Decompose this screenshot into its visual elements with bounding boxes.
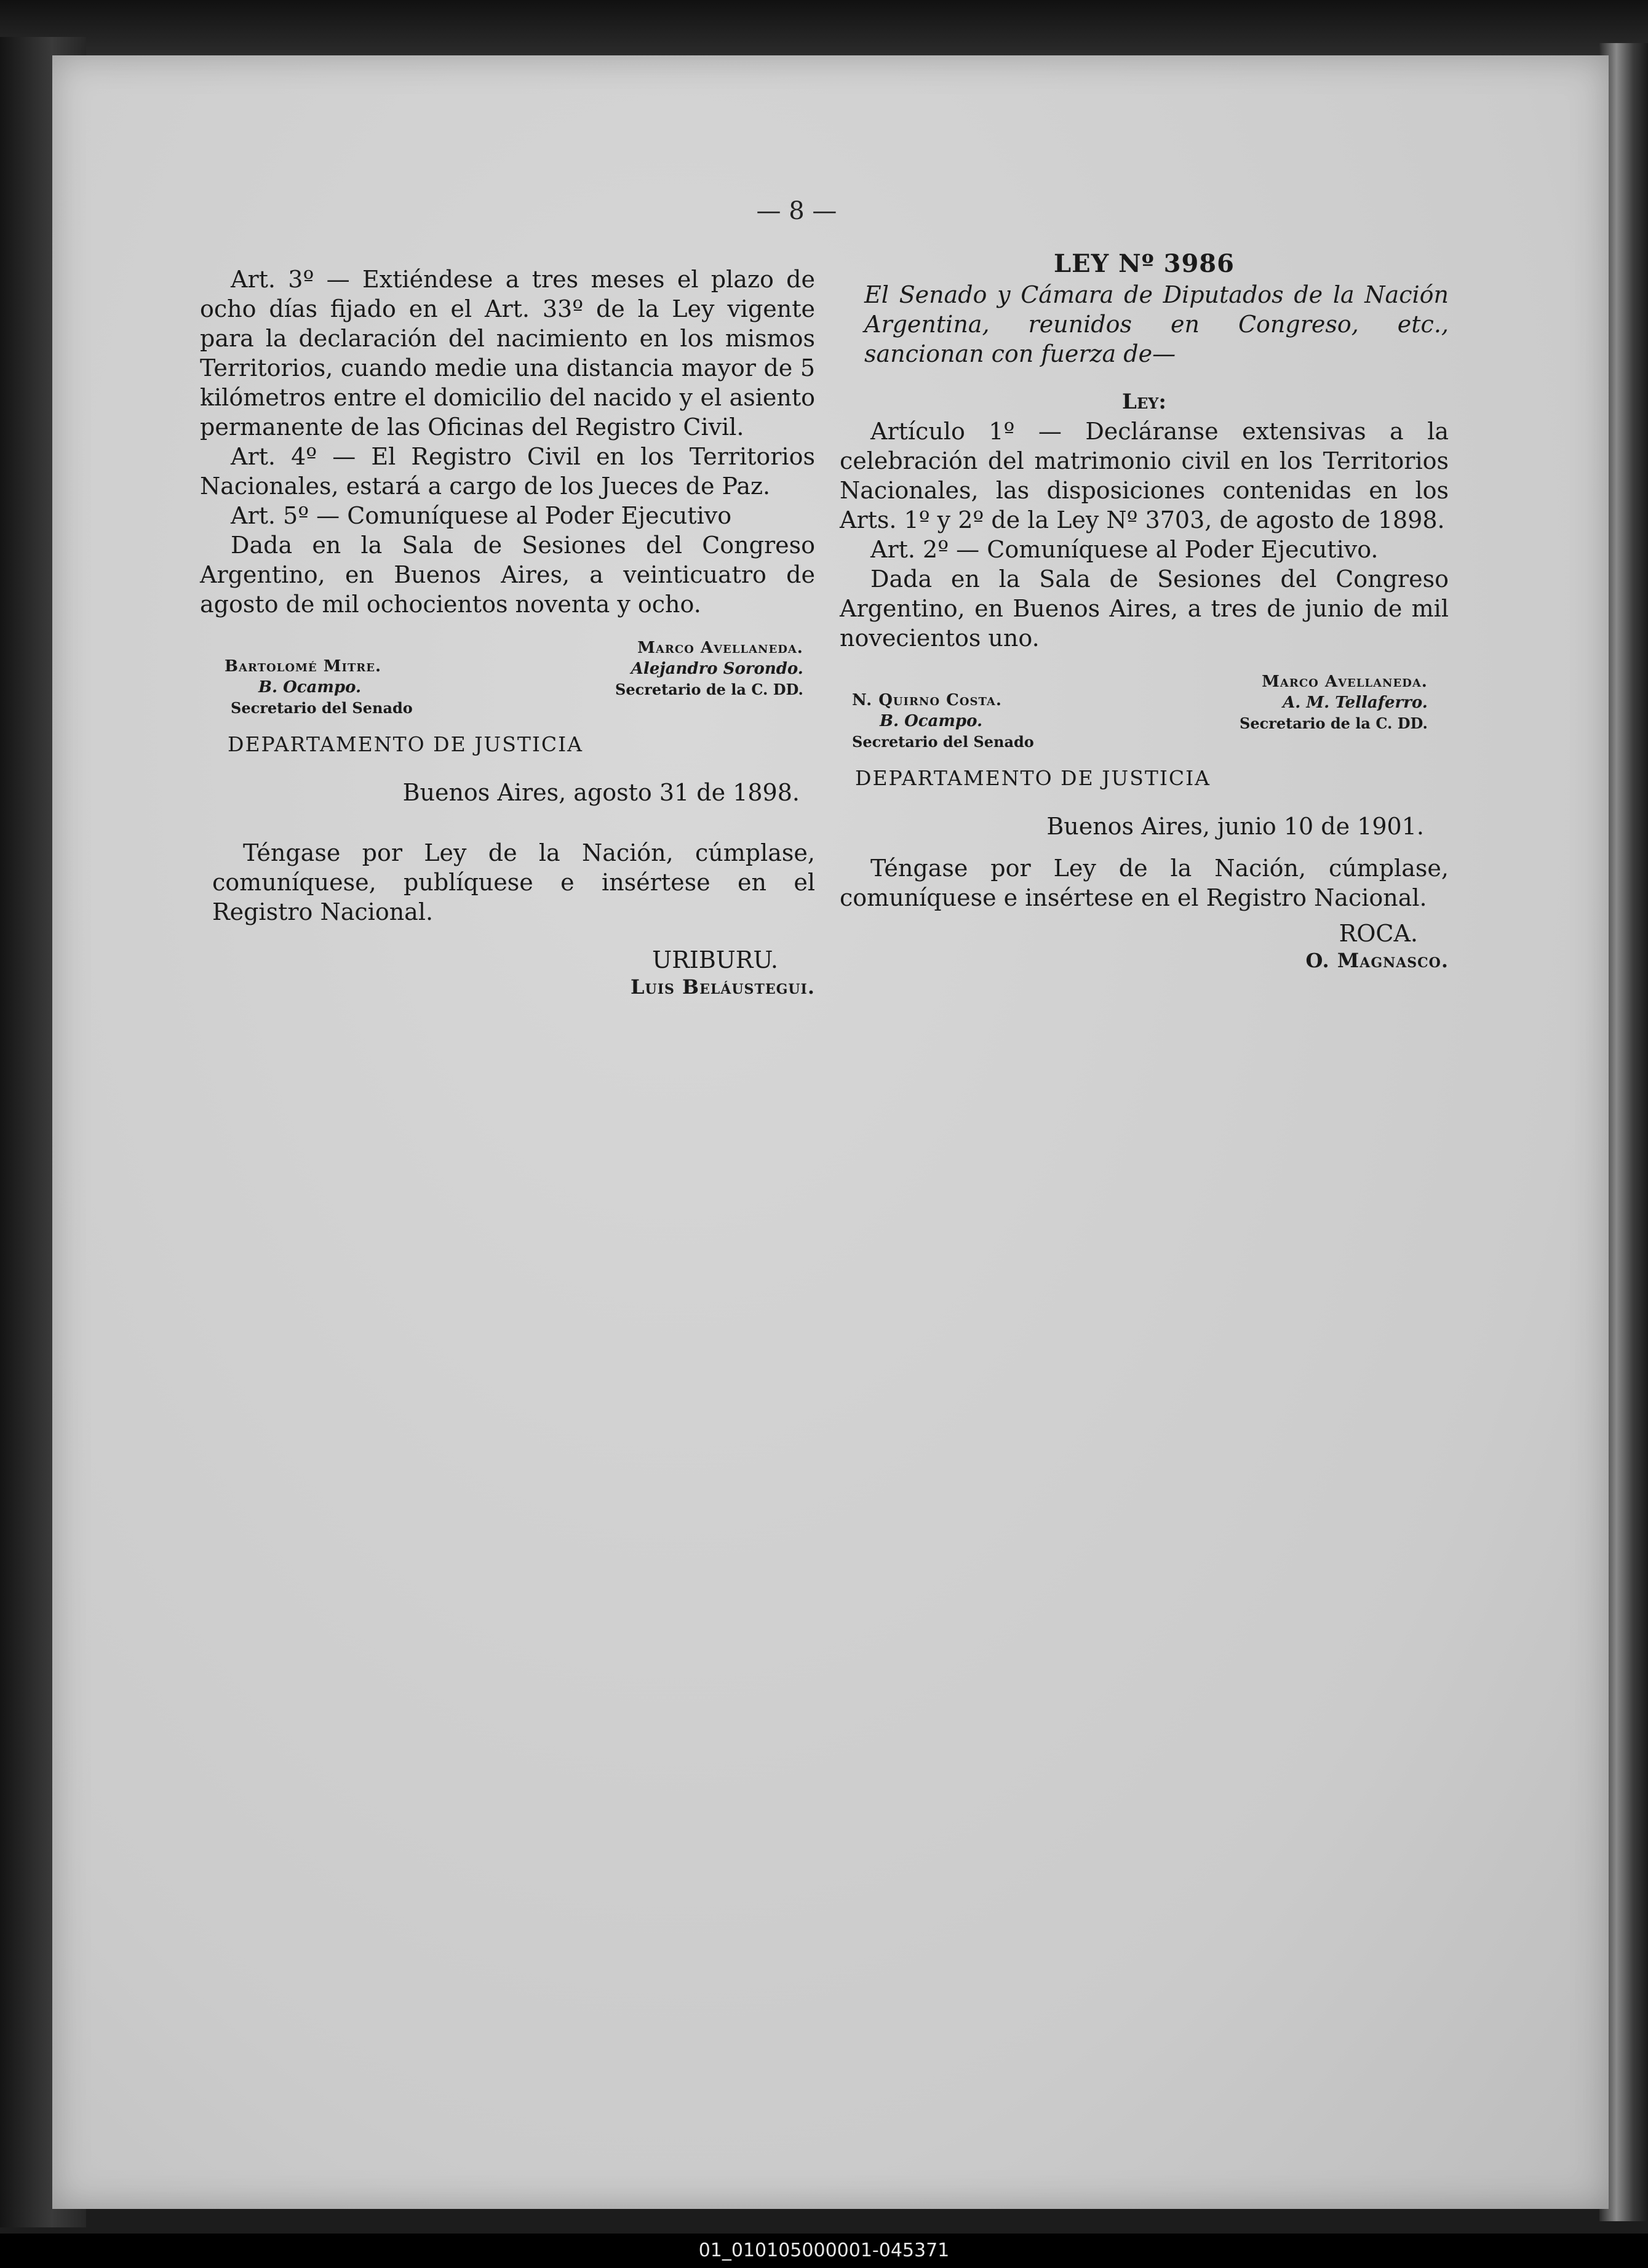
- signer-name: Bartolomé Mitre.: [225, 657, 382, 676]
- secretary-role: Secretario del Senado: [231, 699, 413, 717]
- department-heading: DEPARTAMENTO DE JUSTICIA: [855, 766, 1211, 790]
- secretary-name: B. Ocampo.: [880, 712, 983, 730]
- secretary-role: Secretario de la C. DD.: [1240, 714, 1428, 732]
- page-number: — 8 —: [756, 197, 837, 225]
- chamber-signature: [1240, 671, 1428, 734]
- image-identifier: 01_010105000001-045371: [698, 2240, 950, 2261]
- secretary-role: Secretario del Senado: [852, 733, 1034, 751]
- law-preamble: El Senado y Cámara de Diputados de la Nación Argentina, reunidos en Congreso, etc., sancionan con fuerza de—: [864, 281, 1449, 367]
- secretary-name: B. Ocampo.: [258, 678, 362, 697]
- book-top-edge: [0, 0, 1648, 62]
- promulgation-text: Téngase por Ley de la Nación, cúmplase, comuníquese e insértese en el Registro Nacional.: [840, 855, 1449, 911]
- right-column: [840, 249, 1449, 973]
- department-heading: DEPARTAMENTO DE JUSTICIA: [228, 732, 584, 756]
- article-4: Art. 4º — El Registro Civil en los Territorios Nacionales, estará a cargo de los Jueces de Paz.: [200, 443, 815, 500]
- promulgation-date: Buenos Aires, agosto 31 de 1898.: [402, 779, 800, 806]
- article-5: Art. 5º — Comuníquese al Poder Ejecutivo: [231, 502, 732, 529]
- enactment-clause: Dada en la Sala de Sesiones del Congreso Argentino, en Buenos Aires, a veinticuatro de agosto de mil ochocientos noventa y ocho.: [200, 532, 815, 618]
- ley-label: Ley:: [1122, 389, 1166, 414]
- signer-name: N. Quirno Costa.: [852, 691, 1002, 709]
- left-column: [200, 265, 815, 999]
- minister-signature: Luis Beláustegui.: [631, 975, 815, 999]
- promulgation-date: Buenos Aires, junio 10 de 1901.: [1046, 813, 1424, 840]
- signature-block: [200, 637, 815, 730]
- senate-signature: [852, 690, 1034, 753]
- enactment-clause: Dada en la Sala de Sesiones del Congreso Argentino, en Buenos Aires, a tres de junio de mil novecientos uno.: [840, 565, 1449, 652]
- chamber-signature: [615, 637, 803, 700]
- secretary-role: Secretario de la C. DD.: [615, 681, 803, 698]
- signer-name: Marco Avellaneda.: [1262, 673, 1428, 691]
- president-signature: ROCA.: [1339, 920, 1418, 947]
- signature-block: [840, 671, 1449, 764]
- secretary-name: A. M. Tellaferro.: [1283, 693, 1428, 712]
- senate-signature: [225, 656, 413, 719]
- signer-name: Marco Avellaneda.: [637, 639, 803, 657]
- president-signature: URIBURU.: [652, 946, 778, 973]
- law-title: LEY Nº 3986: [1054, 249, 1235, 278]
- promulgation-text: Téngase por Ley de la Nación, cúmplase, comuníquese, publíquese e insértese en el Registro Nacional.: [212, 839, 815, 925]
- article-2: Art. 2º — Comuníquese al Poder Ejecutivo.: [870, 536, 1379, 563]
- secretary-name: Alejandro Sorondo.: [631, 660, 803, 678]
- minister-signature: O. Magnasco.: [1305, 949, 1449, 972]
- article-1: Artículo 1º — Decláranse extensivas a la celebración del matrimonio civil en los Territorios Nacionales, las disposiciones contenidas en los Arts. 1º y 2º de la Ley Nº 3703, de agosto de 1898.: [840, 418, 1449, 533]
- article-3: Art. 3º — Extiéndese a tres meses el plazo de ocho días fijado en el Art. 33º de la Ley vigente para la declaración del nacimiento en los mismos Territorios, cuando medie una distancia mayor de 5 kilómetros entre el domicilio del nacido y el asiento permanente de las Oficinas del Registro Civil.: [200, 266, 815, 441]
